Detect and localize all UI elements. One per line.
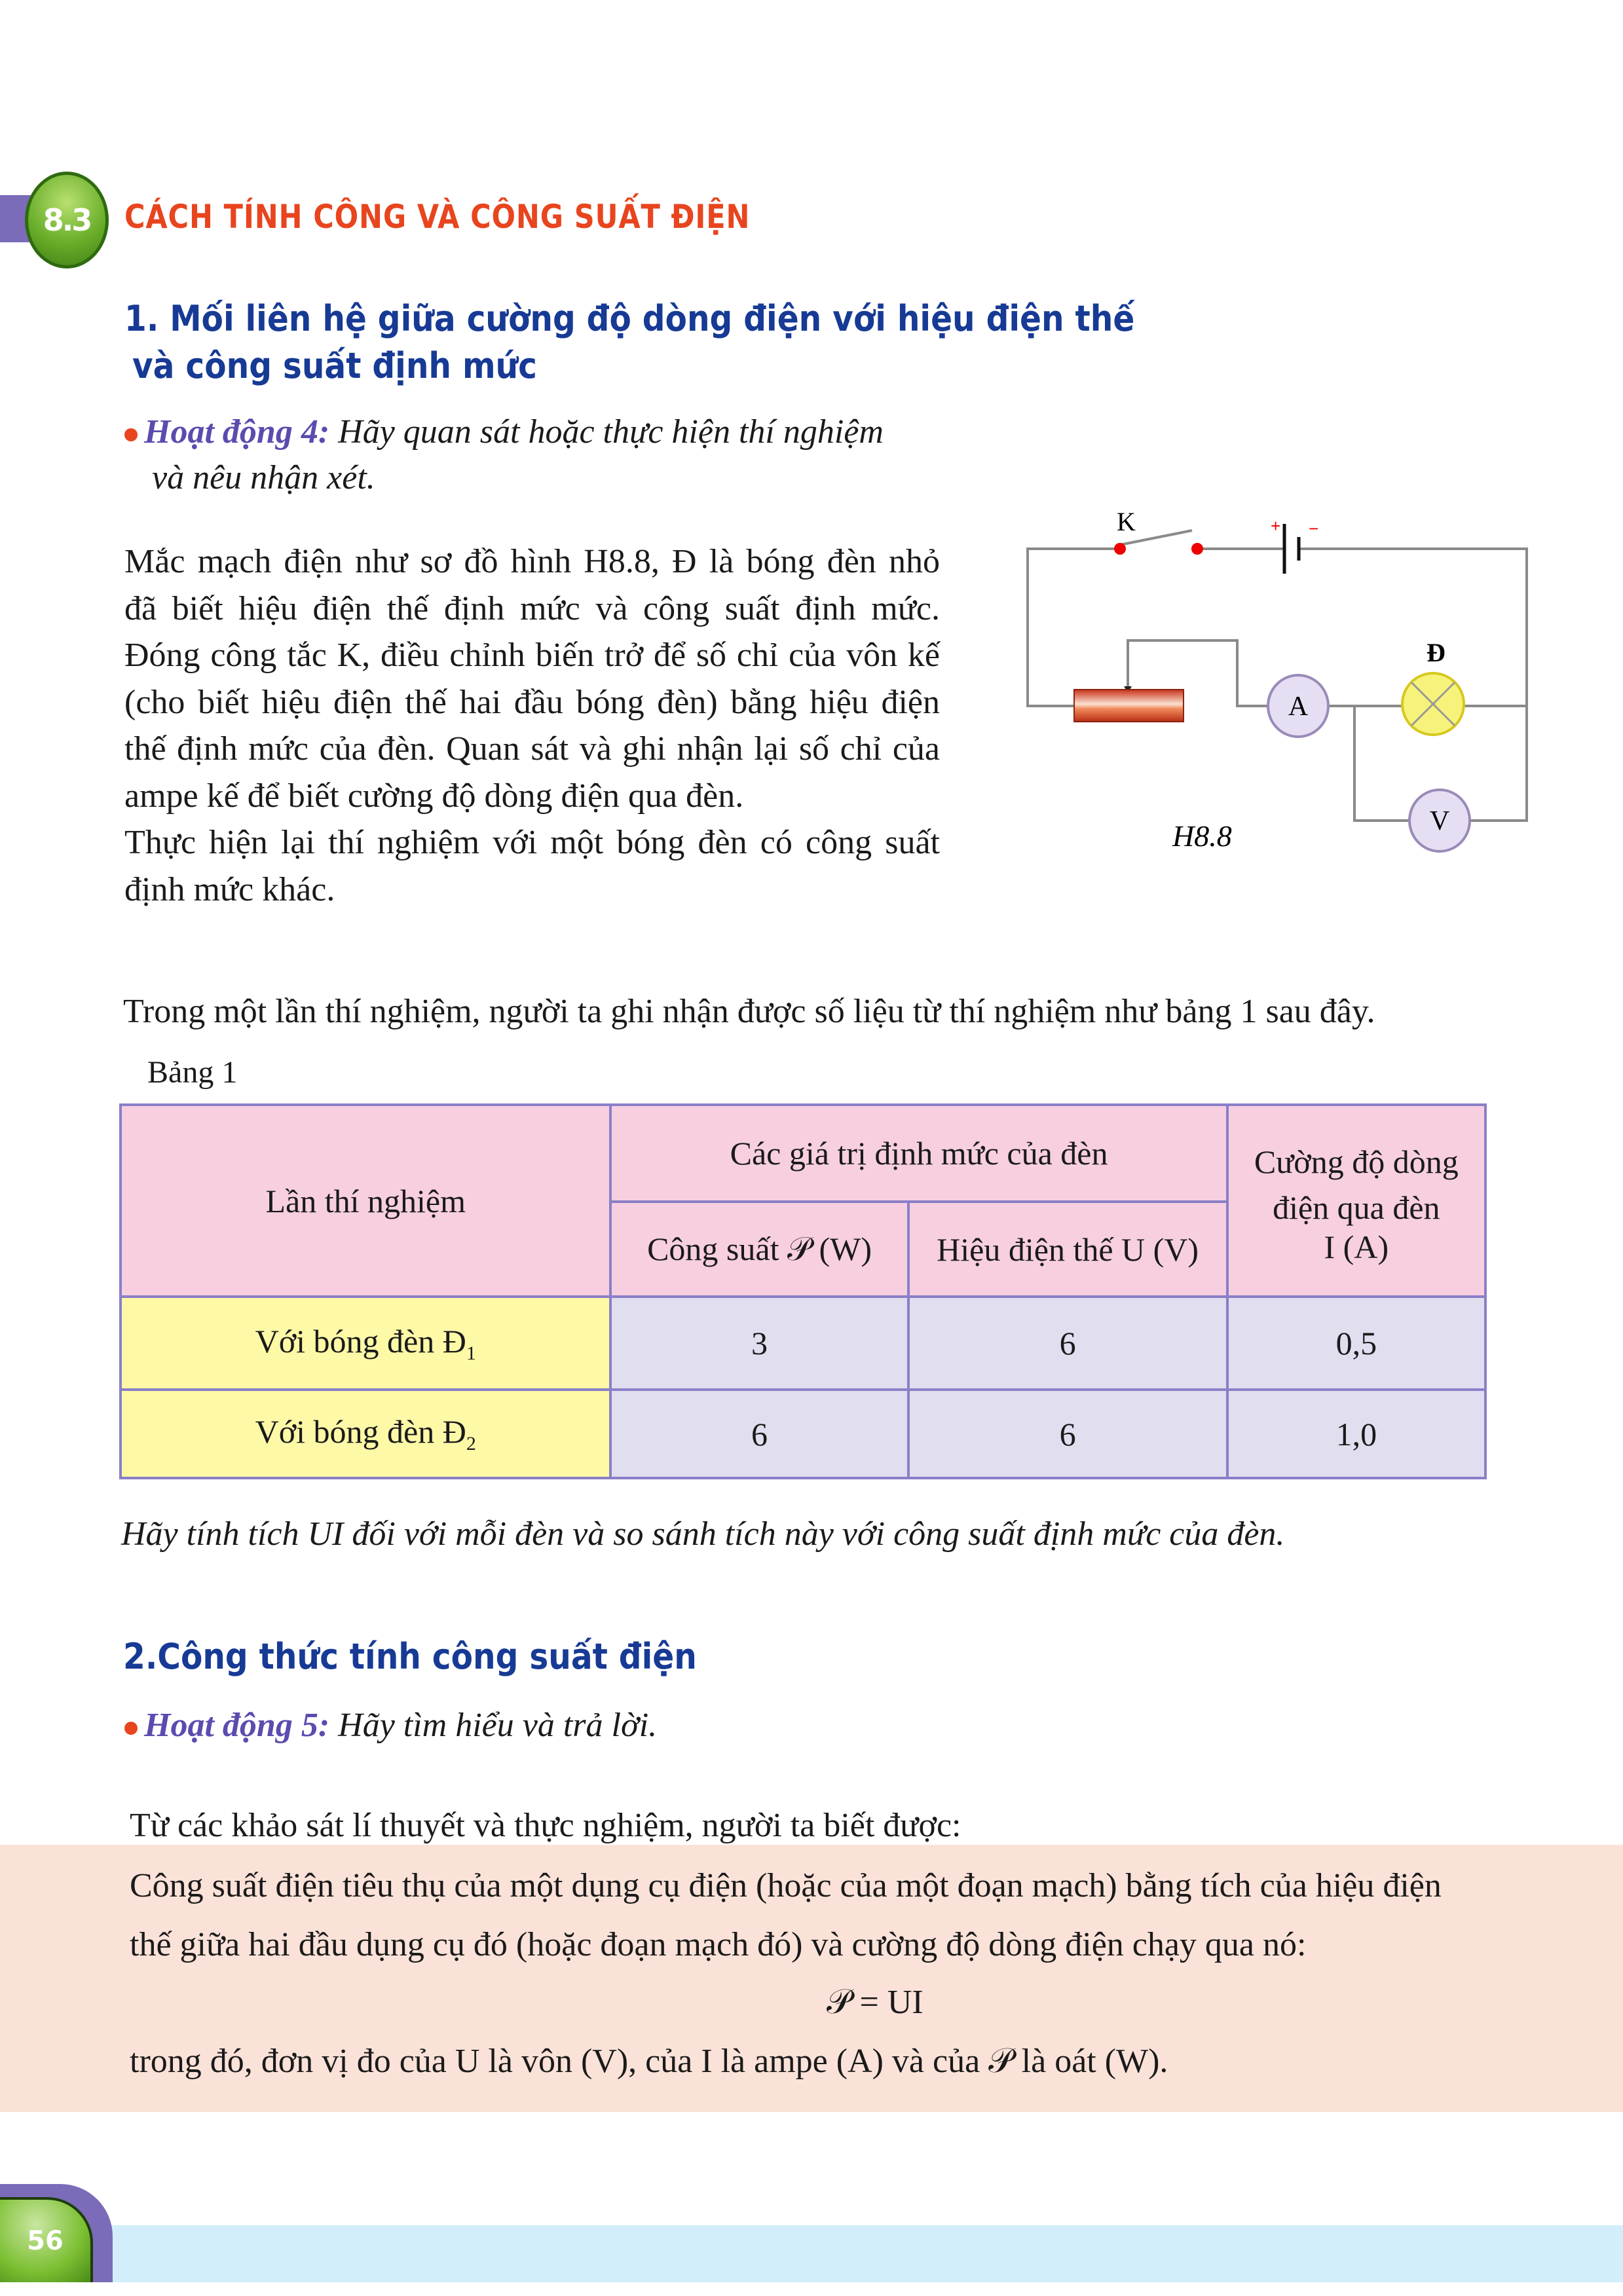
figure-caption: H8.8 [1172, 819, 1232, 853]
switch-label: K [1117, 507, 1136, 536]
footer-band [0, 2225, 1623, 2282]
header-current-line: điện qua đèn [1273, 1189, 1440, 1226]
lamp-label: Đ [1427, 638, 1446, 667]
switch-terminal [1191, 543, 1203, 555]
formula: 𝒫 = UI [827, 1984, 923, 2021]
battery-plus: + [1271, 516, 1281, 536]
paragraph-line: Thực hiện lại thí nghiệm với một bóng đèn có công suất [124, 824, 940, 861]
section-title: CÁCH TÍNH CÔNG VÀ CÔNG SUẤT ĐIỆN [124, 198, 751, 236]
question-text: Hãy tính tích UI đối với mỗi đèn và so sánh tích này với công suất định mức của đèn. [121, 1515, 1285, 1553]
definition-line1: Công suất điện tiêu thụ của một dụng cụ điện (hoặc của một đoạn mạch) bằng tích của hiệu điện [130, 1867, 1442, 1904]
rheostat-icon [1074, 690, 1184, 722]
header-power: Công suất 𝒫 (W) [610, 1202, 908, 1297]
paragraph-line: Mắc mạch điện như sơ đồ hình H8.8, Đ là bóng đèn nhỏ [124, 543, 940, 580]
data-table [119, 1103, 1487, 1479]
paragraph-line: đã biết hiệu điện thế định mức và công suất định mức. [124, 589, 940, 627]
paragraph-line: (cho biết hiệu điện thế hai đầu bóng đèn) bằng hiệu điện [124, 683, 940, 721]
intro-text: Trong một lần thí nghiệm, người ta ghi nhận được số liệu từ thí nghiệm như bảng 1 sau đây. [123, 993, 1375, 1030]
row-label: Với bóng đèn $Đ_1$ [121, 1297, 610, 1390]
cell-voltage: 6 [908, 1390, 1227, 1478]
cell-power: 3 [610, 1297, 908, 1390]
voltmeter-label: V [1429, 806, 1450, 836]
definition-line2: thế giữa hai đầu dụng cụ đó (hoặc đoạn mạch đó) và cường độ dòng điện chạy qua nó: [130, 1926, 1307, 1963]
section-number-badge: 8.3 [25, 172, 109, 268]
activity-4-line2: và nêu nhận xét. [152, 459, 375, 496]
header-current-line: I (A) [1324, 1228, 1389, 1265]
header-trial: Lần thí nghiệm [121, 1105, 610, 1297]
heading-1-line1: 1. Mối liên hệ giữa cường độ dòng điện với hiệu điện thế [124, 298, 1135, 339]
cell-current: 0,5 [1227, 1297, 1485, 1390]
cell-voltage: 6 [908, 1297, 1227, 1390]
table-caption: Bảng 1 [147, 1055, 238, 1090]
activity-label: Hoạt động 5: [144, 1707, 330, 1744]
header-current [1227, 1105, 1485, 1297]
activity-label: Hoạt động 4: [144, 413, 330, 451]
table-row [121, 1297, 1485, 1390]
paragraph-line: ampe kế để biết cường độ dòng điện qua đèn. [124, 777, 744, 815]
cell-power: 6 [610, 1390, 908, 1478]
circuit-diagram-h8-8 [0, 0, 1623, 917]
row-label: Với bóng đèn $Đ_2$ [121, 1390, 610, 1478]
header-current-line: Cường độ dòng [1254, 1143, 1459, 1180]
battery-minus: − [1309, 519, 1319, 538]
activity-5 [124, 1706, 657, 1745]
table-row [121, 1390, 1485, 1478]
heading-1-line2: và công suất định mức [132, 345, 537, 386]
heading-2: 2.Công thức tính công suất điện [123, 1636, 697, 1677]
known-text: Từ các khảo sát lí thuyết và thực nghiệm, người ta biết được: [130, 1807, 961, 1844]
paragraph-line: định mức khác. [124, 870, 335, 908]
bullet-icon [124, 1722, 138, 1735]
switch-terminal [1114, 543, 1126, 555]
cell-current: 1,0 [1227, 1390, 1485, 1478]
activity-text: Hãy tìm hiểu và trả lời. [338, 1707, 658, 1744]
definition-line3: trong đó, đơn vị đo của U là vôn (V), của I là ampe (A) và của 𝒫 là oát (W). [130, 2043, 1168, 2080]
header-rated-values: Các giá trị định mức của đèn [610, 1105, 1227, 1202]
wires [1028, 530, 1527, 821]
paragraph-line: thế định mức của đèn. Quan sát và ghi nhận lại số chỉ của [124, 730, 940, 768]
ammeter-label: A [1288, 692, 1309, 722]
page-number: 56 [0, 2197, 93, 2282]
header-voltage: Hiệu điện thế U (V) [908, 1202, 1227, 1297]
paragraph-line: Đóng công tắc K, điều chỉnh biến trở để số chỉ của vôn kế [124, 637, 940, 674]
activity-text: Hãy quan sát hoặc thực hiện thí nghiệm [338, 413, 884, 451]
